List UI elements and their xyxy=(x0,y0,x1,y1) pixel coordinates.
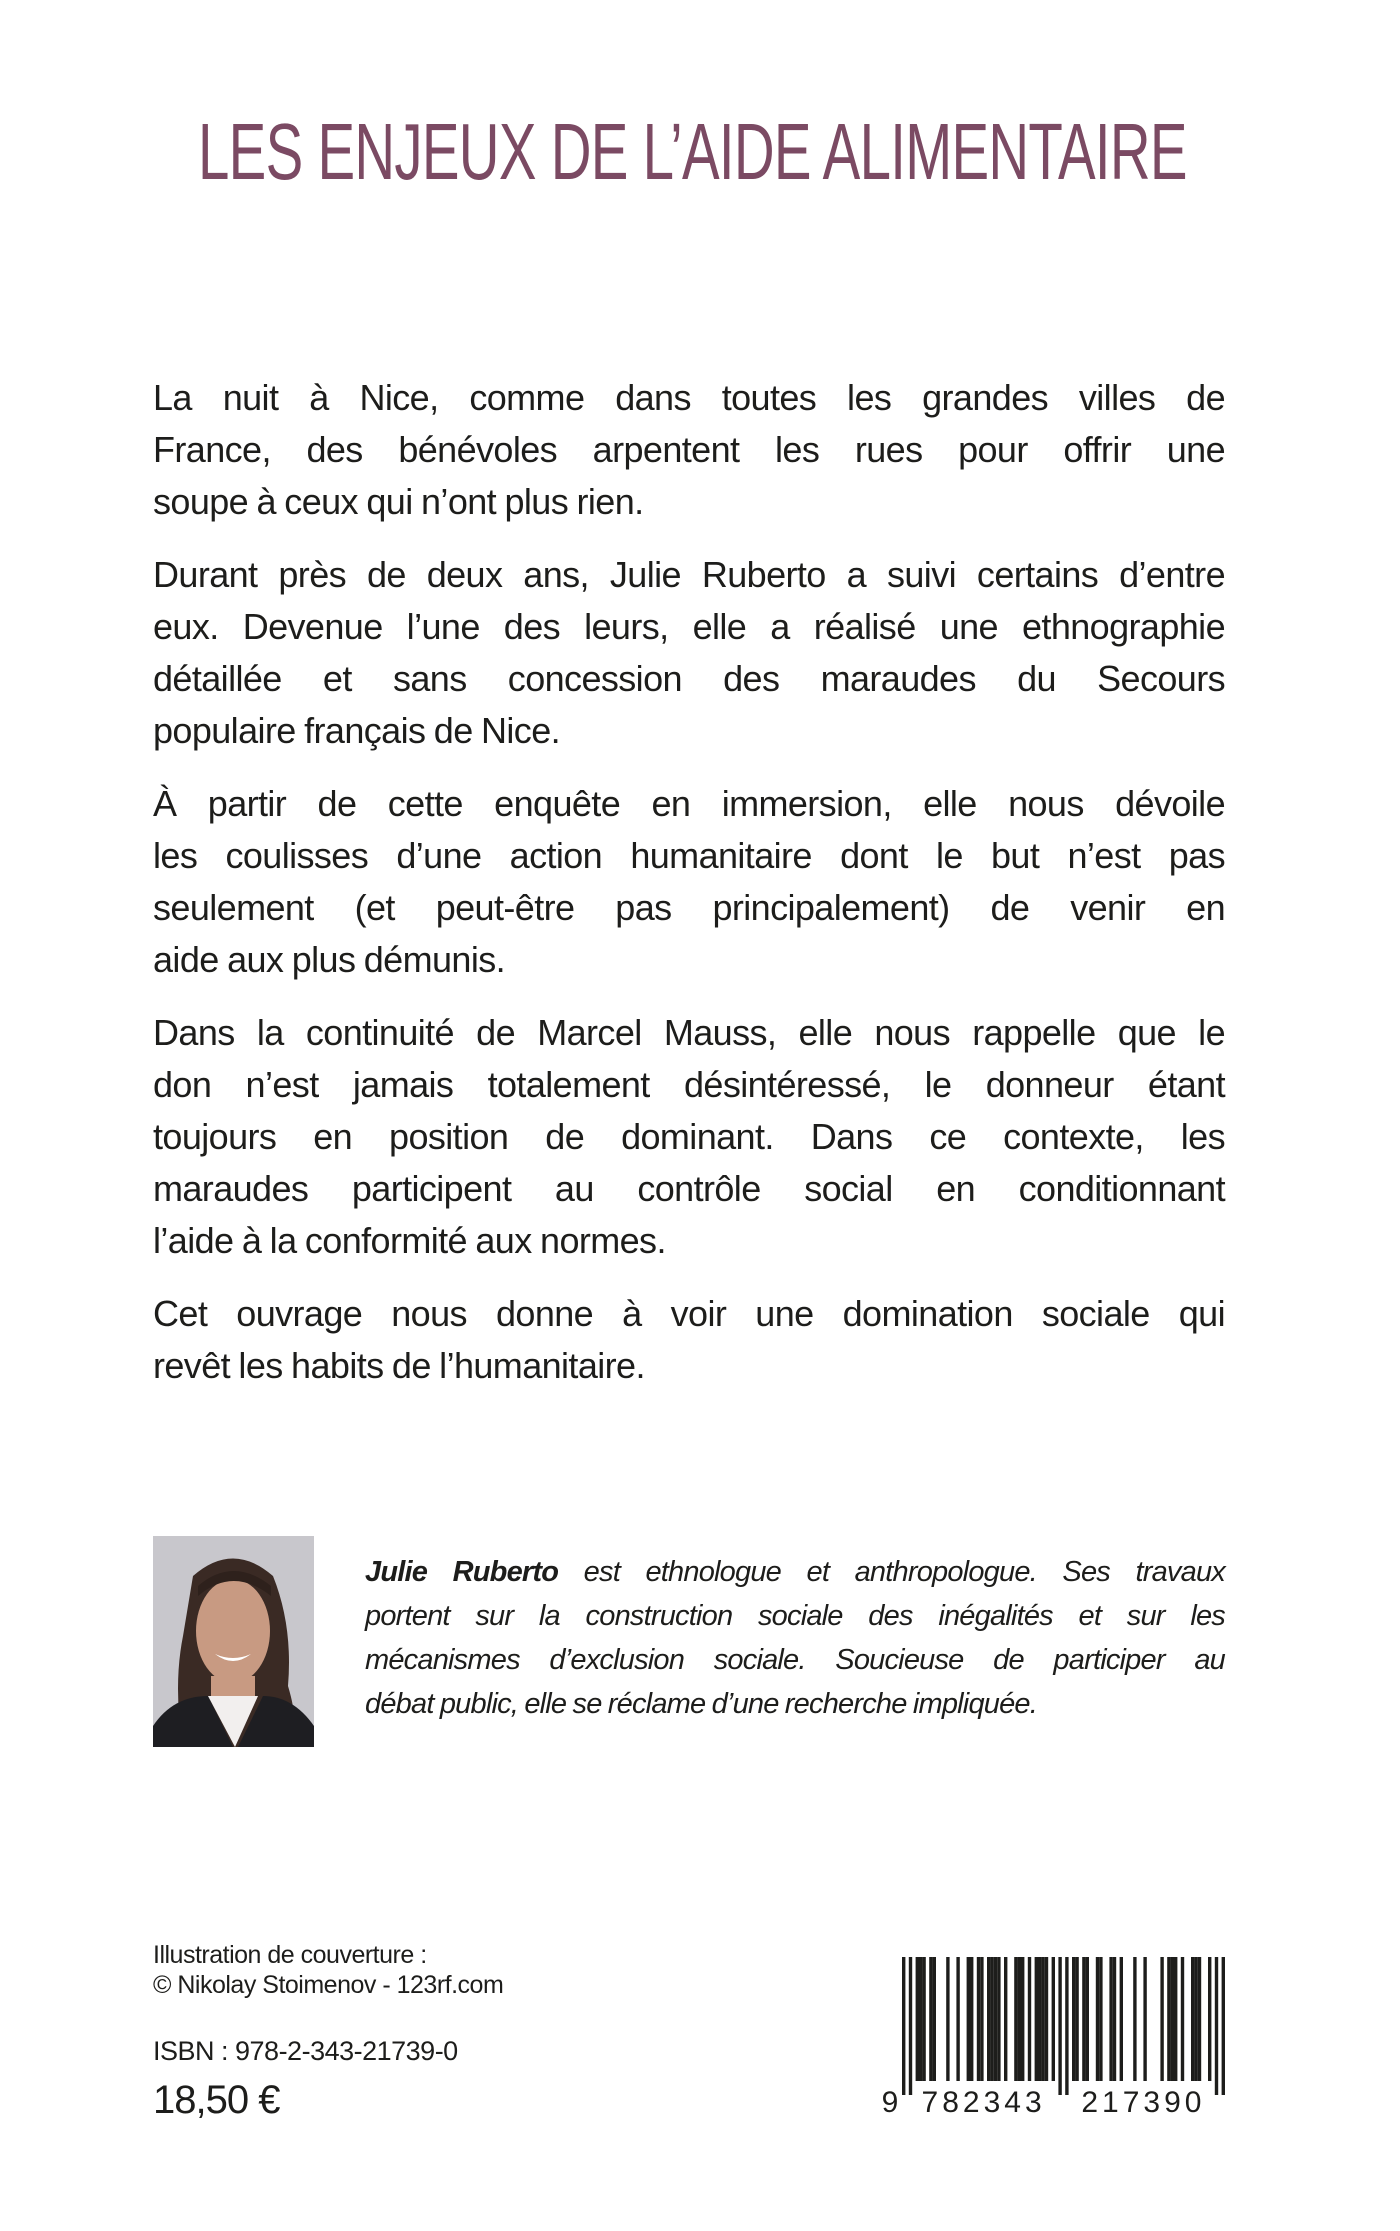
credit-label: Illustration de couverture : xyxy=(153,1941,427,1969)
paragraph xyxy=(153,1288,1225,1392)
text-line: revêt les habits de l’humanitaire. xyxy=(153,1345,645,1386)
barcode-bar xyxy=(1215,1957,1218,2095)
barcode-bar xyxy=(1208,1957,1211,2081)
author-photo xyxy=(153,1536,314,1747)
barcode-digits: 217390 xyxy=(1081,2086,1206,2117)
barcode-bar xyxy=(1082,1957,1085,2081)
barcode-bar xyxy=(1052,1957,1055,2081)
barcode-bar xyxy=(1167,1957,1170,2081)
author-bio xyxy=(365,1550,1225,1726)
barcode-bar xyxy=(1014,1957,1017,2081)
barcode-bar xyxy=(1174,1957,1177,2081)
credit-source: © Nikolay Stoimenov - 123rf.com xyxy=(153,1971,504,1999)
barcode-bar xyxy=(933,1957,936,2081)
barcode-bar xyxy=(1113,1957,1116,2081)
bio-line xyxy=(365,1682,1225,1726)
barcode-bar xyxy=(1171,1957,1174,2081)
text-line: les coulisses d’une action humanitaire dont le but n’est pas xyxy=(153,835,1225,876)
author-name: Julie Ruberto xyxy=(365,1556,559,1588)
bio-text: mécanismes d’exclusion sociale. Soucieuse de participer au xyxy=(365,1644,1225,1676)
text-line: don n’est jamais totalement désintéressé, le donneur étant xyxy=(153,1064,1225,1105)
barcode-digits: 9 xyxy=(881,2086,899,2117)
barcode-bar xyxy=(922,1957,925,2081)
cover-credit xyxy=(153,1940,503,2000)
barcode-bar xyxy=(919,1957,922,2081)
barcode-bar xyxy=(1045,1957,1048,2081)
text-line: toujours en position de dominant. Dans ce contexte, les xyxy=(153,1116,1225,1157)
barcode-bar xyxy=(1035,1957,1038,2081)
back-cover-blurb xyxy=(153,372,1225,1413)
text-line: maraudes participent au contrôle social en conditionnant xyxy=(153,1168,1225,1209)
barcode-bar xyxy=(1086,1957,1089,2081)
barcode-bar xyxy=(929,1957,932,2081)
barcode-bar xyxy=(916,1957,919,2081)
barcode-bar xyxy=(1004,1957,1007,2081)
barcode-bar xyxy=(902,1957,905,2095)
barcode-bar xyxy=(1198,1957,1201,2081)
barcode-bar xyxy=(956,1957,959,2081)
barcode-bar xyxy=(1041,1957,1044,2081)
book-title xyxy=(198,107,1187,196)
barcode-bar xyxy=(1072,1957,1075,2081)
barcode-bar xyxy=(997,1957,1000,2081)
barcode-bar xyxy=(1058,1957,1061,2095)
bio-line xyxy=(365,1550,1225,1594)
ean13-barcode xyxy=(868,1957,1228,2117)
barcode-bar xyxy=(1075,1957,1078,2081)
paragraph xyxy=(153,1007,1225,1267)
barcode-bar xyxy=(967,1957,970,2081)
barcode-bar xyxy=(1160,1957,1163,2081)
barcode-bar xyxy=(1181,1957,1184,2081)
bio-text: portent sur la construction sociale des inégalités et sur les xyxy=(365,1600,1225,1632)
text-line: populaire français de Nice. xyxy=(153,710,561,751)
paragraph xyxy=(153,372,1225,528)
paragraph xyxy=(153,778,1225,986)
barcode-bar xyxy=(946,1957,949,2081)
title-text: LES ENJEUX DE L’AIDE ALIMENTAIRE xyxy=(198,107,1187,196)
price: 18,50 € xyxy=(153,2078,280,2122)
bio-line xyxy=(365,1638,1225,1682)
text-line: l’aide à la conformité aux normes. xyxy=(153,1220,666,1261)
barcode-bar xyxy=(987,1957,990,2081)
barcode-bar xyxy=(994,1957,997,2081)
barcode-bar xyxy=(1021,1957,1024,2081)
barcode-bar xyxy=(1191,1957,1194,2081)
text-line: aide aux plus démunis. xyxy=(153,939,506,980)
text-line: seulement (et peut-être pas principalement) de venir en xyxy=(153,887,1225,928)
bio-text: débat public, elle se réclame d’une recherche impliquée. xyxy=(365,1688,1038,1720)
barcode-bar xyxy=(1065,1957,1068,2095)
text-line: eux. Devenue l’une des leurs, elle a réalisé une ethnographie xyxy=(153,606,1225,647)
text-line: France, des bénévoles arpentent les rues pour offrir une xyxy=(153,429,1225,470)
paragraph xyxy=(153,549,1225,757)
isbn: ISBN : 978-2-343-21739-0 xyxy=(153,2036,458,2066)
text-line: À partir de cette enquête en immersion, elle nous dévoile xyxy=(153,783,1225,824)
barcode-bar xyxy=(1028,1957,1031,2081)
barcode-bar xyxy=(970,1957,973,2081)
text-line: La nuit à Nice, comme dans toutes les grandes villes de xyxy=(153,377,1225,418)
barcode-bar xyxy=(1194,1957,1197,2081)
barcode-bar xyxy=(1038,1957,1041,2081)
barcode-bar xyxy=(1099,1957,1102,2081)
barcode-bar xyxy=(977,1957,980,2081)
barcode-bar xyxy=(1120,1957,1123,2081)
barcode-bar xyxy=(1143,1957,1146,2081)
barcode-bar xyxy=(980,1957,983,2081)
text-line: Durant près de deux ans, Julie Ruberto a suivi certains d’entre xyxy=(153,554,1225,595)
bio-line xyxy=(365,1594,1225,1638)
barcode-bar xyxy=(1109,1957,1112,2081)
text-line: soupe à ceux qui n’ont plus rien. xyxy=(153,481,644,522)
text-line: détaillée et sans concession des maraudes du Secours xyxy=(153,658,1225,699)
text-line: Cet ouvrage nous donne à voir une domination sociale qui xyxy=(153,1293,1225,1334)
text-line: Dans la continuité de Marcel Mauss, elle nous rappelle que le xyxy=(153,1012,1225,1053)
bio-text: est ethnologue et anthropologue. Ses travaux xyxy=(558,1556,1225,1588)
barcode-bar xyxy=(909,1957,912,2095)
barcode-bar xyxy=(1018,1957,1021,2081)
barcode-bar xyxy=(1133,1957,1136,2081)
barcode-bar xyxy=(990,1957,993,2081)
barcode-bar xyxy=(1096,1957,1099,2081)
barcode-digits: 782343 xyxy=(921,2086,1046,2117)
barcode-bar xyxy=(1222,1957,1225,2095)
